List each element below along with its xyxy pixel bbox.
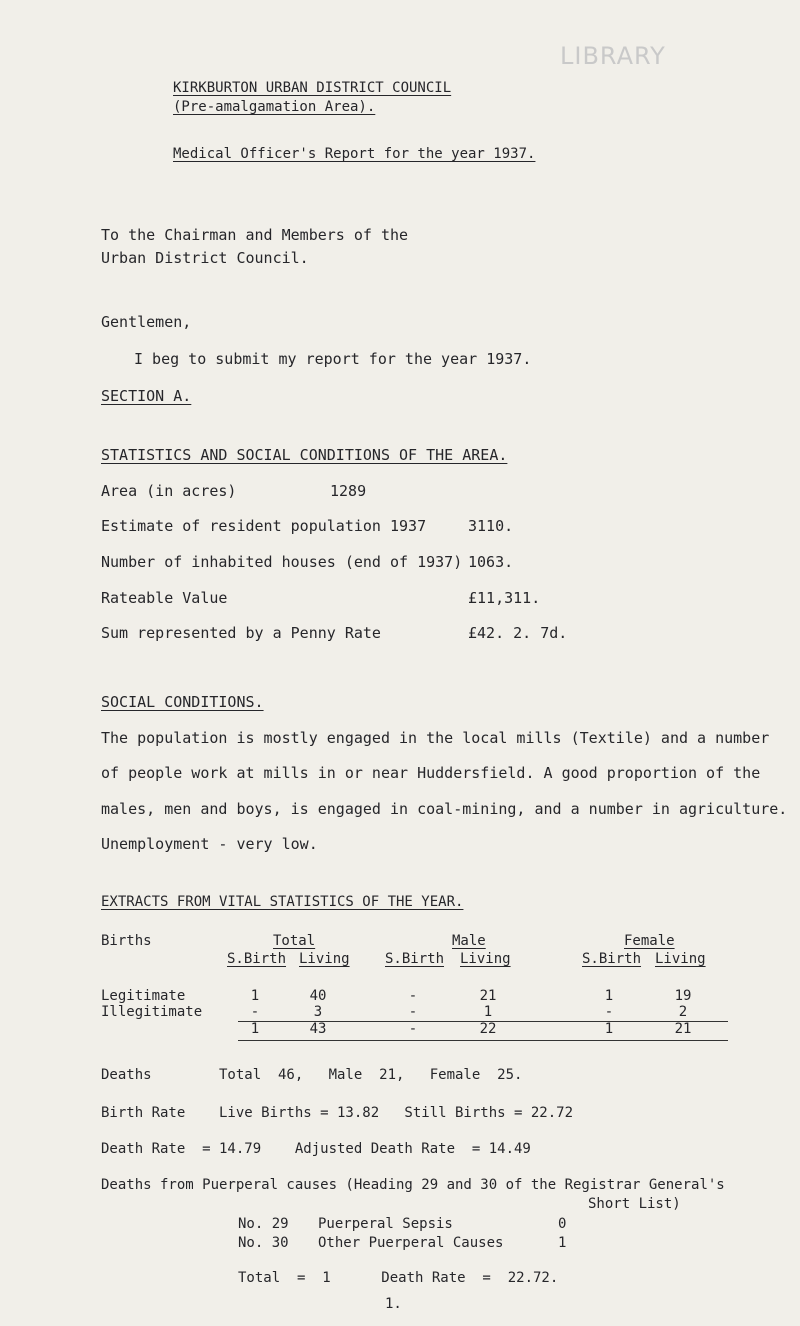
- social-line: Unemployment - very low.: [101, 835, 318, 853]
- puerperal-cause: Other Puerperal Causes: [318, 1235, 504, 1251]
- social-heading: SOCIAL CONDITIONS.: [101, 693, 264, 711]
- report-title: Medical Officer's Report for the year 1937.: [173, 146, 536, 162]
- addressee-line-2: Urban District Council.: [101, 249, 309, 267]
- social-line: males, men and boys, is engaged in coal-mining, and a number in agriculture.: [101, 800, 788, 818]
- table-cell: 1: [483, 1004, 493, 1020]
- stat-label: Number of inhabited houses (end of 1937): [101, 553, 463, 571]
- births-label: Births: [101, 933, 152, 949]
- puerperal-count: 0: [558, 1216, 567, 1232]
- row-label-illegitimate: Illegitimate: [101, 1004, 203, 1020]
- library-stamp: LIBRARY: [560, 42, 666, 70]
- birth-rate-line: Birth Rate Live Births = 13.82 Still Births = 22.72: [101, 1105, 574, 1121]
- death-rate-line: Death Rate = 14.79 Adjusted Death Rate = 14.49: [101, 1141, 531, 1157]
- social-line: of people work at mills in or near Huddersfield. A good proportion of the: [101, 764, 761, 782]
- table-cell: 1: [604, 988, 614, 1004]
- stat-value: 3110.: [468, 517, 514, 535]
- table-cell: 19: [674, 988, 692, 1004]
- table-cell: -: [408, 988, 418, 1004]
- table-cell: 3: [313, 1004, 323, 1020]
- col-living: Living: [655, 951, 706, 967]
- addressee-line-1: To the Chairman and Members of the: [101, 226, 409, 244]
- council-title: KIRKBURTON URBAN DISTRICT COUNCIL: [173, 80, 452, 96]
- stat-value: £42. 2. 7d.: [468, 624, 568, 642]
- deaths-line: Deaths Total 46, Male 21, Female 25.: [101, 1067, 523, 1083]
- stat-label: Rateable Value: [101, 589, 228, 607]
- table-cell: -: [250, 1004, 260, 1020]
- total-cell: 21: [674, 1021, 692, 1037]
- total-cell: -: [408, 1021, 418, 1037]
- table-cell: 21: [479, 988, 497, 1004]
- table-cell: 1: [250, 988, 260, 1004]
- col-living: Living: [299, 951, 350, 967]
- puerperal-line-2: Short List): [588, 1196, 681, 1212]
- puerperal-no: No. 29: [238, 1216, 289, 1232]
- intro-text: I beg to submit my report for the year 1937.: [134, 350, 532, 368]
- puerperal-no: No. 30: [238, 1235, 289, 1251]
- stat-label: Estimate of resident population 1937: [101, 517, 427, 535]
- col-sbirth: S.Birth: [385, 951, 445, 967]
- table-cell: 40: [309, 988, 327, 1004]
- stat-value: £11,311.: [468, 589, 541, 607]
- col-group-female: Female: [624, 933, 675, 949]
- table-cell: -: [604, 1004, 614, 1020]
- col-living: Living: [460, 951, 511, 967]
- vital-heading: EXTRACTS FROM VITAL STATISTICS OF THE YEAR.: [101, 894, 464, 910]
- col-group-total: Total: [273, 933, 316, 949]
- stat-value: 1063.: [468, 553, 514, 571]
- social-line: The population is mostly engaged in the local mills (Textile) and a number: [101, 729, 770, 747]
- section-a-title: SECTION A.: [101, 387, 192, 405]
- puerperal-cause: Puerperal Sepsis: [318, 1216, 453, 1232]
- page-number: 1.: [385, 1296, 402, 1312]
- table-cell: -: [408, 1004, 418, 1020]
- stat-label: Sum represented by a Penny Rate: [101, 624, 381, 642]
- col-sbirth: S.Birth: [582, 951, 642, 967]
- totals-underline: [238, 1040, 728, 1041]
- area-note: (Pre-amalgamation Area).: [173, 99, 376, 115]
- total-cell: 43: [309, 1021, 327, 1037]
- total-cell: 22: [479, 1021, 497, 1037]
- total-cell: 1: [604, 1021, 614, 1037]
- area-value: 1289: [330, 482, 367, 500]
- area-label: Area (in acres): [101, 482, 237, 500]
- puerperal-line-1: Deaths from Puerperal causes (Heading 29 and 30 of the Registrar General's: [101, 1177, 725, 1193]
- greeting: Gentlemen,: [101, 313, 192, 331]
- stats-heading: STATISTICS AND SOCIAL CONDITIONS OF THE AREA.: [101, 446, 508, 464]
- row-label-legitimate: Legitimate: [101, 988, 186, 1004]
- puerperal-total-line: Total = 1 Death Rate = 22.72.: [238, 1270, 559, 1286]
- puerperal-count: 1: [558, 1235, 567, 1251]
- table-cell: 2: [678, 1004, 688, 1020]
- total-cell: 1: [250, 1021, 260, 1037]
- col-group-male: Male: [452, 933, 486, 949]
- col-sbirth: S.Birth: [227, 951, 287, 967]
